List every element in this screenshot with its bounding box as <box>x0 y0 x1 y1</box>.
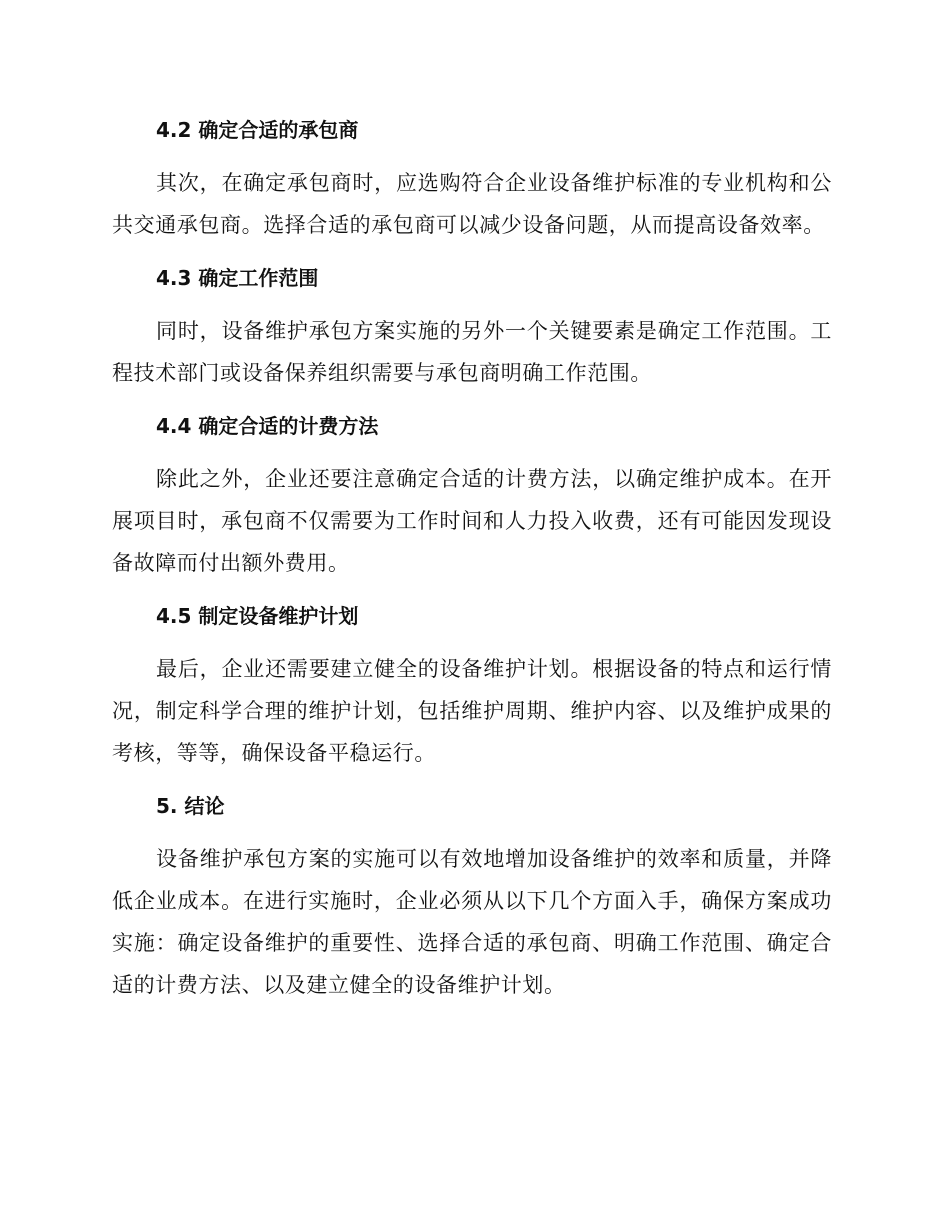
section-4-5 <box>112 596 832 774</box>
section-heading: 4.5 制定设备维护计划 <box>156 604 359 628</box>
section-4-4 <box>112 406 832 584</box>
section-paragraph: 同时，设备维护承包方案实施的另外一个关键要素是确定工作范围。工程技术部门或设备保养组织需要与承包商明确工作范围。 <box>112 319 832 385</box>
section-heading: 4.4 确定合适的计费方法 <box>156 414 379 438</box>
document-page <box>112 110 832 1018</box>
section-4-2 <box>112 110 832 246</box>
section-paragraph: 其次，在确定承包商时，应选购符合企业设备维护标准的专业机构和公共交通承包商。选择合适的承包商可以减少设备问题，从而提高设备效率。 <box>112 171 832 237</box>
section-paragraph: 最后，企业还需要建立健全的设备维护计划。根据设备的特点和运行情况，制定科学合理的维护计划，包括维护周期、维护内容、以及维护成果的考核，等等，确保设备平稳运行。 <box>112 657 832 765</box>
section-paragraph: 除此之外，企业还要注意确定合适的计费方法，以确定维护成本。在开展项目时，承包商不仅需要为工作时间和人力投入收费，还有可能因发现设备故障而付出额外费用。 <box>112 467 832 575</box>
section-4-3 <box>112 258 832 394</box>
section-paragraph: 设备维护承包方案的实施可以有效地增加设备维护的效率和质量，并降低企业成本。在进行实施时，企业必须从以下几个方面入手，确保方案成功实施：确定设备维护的重要性、选择合适的承包商、明确工作范围、确定合适的计费方法、以及建立健全的设备维护计划。 <box>112 847 832 997</box>
section-heading: 4.3 确定工作范围 <box>156 266 319 290</box>
section-heading: 4.2 确定合适的承包商 <box>156 118 359 142</box>
section-5-conclusion <box>112 786 832 1006</box>
section-heading: 5. 结论 <box>156 794 225 818</box>
